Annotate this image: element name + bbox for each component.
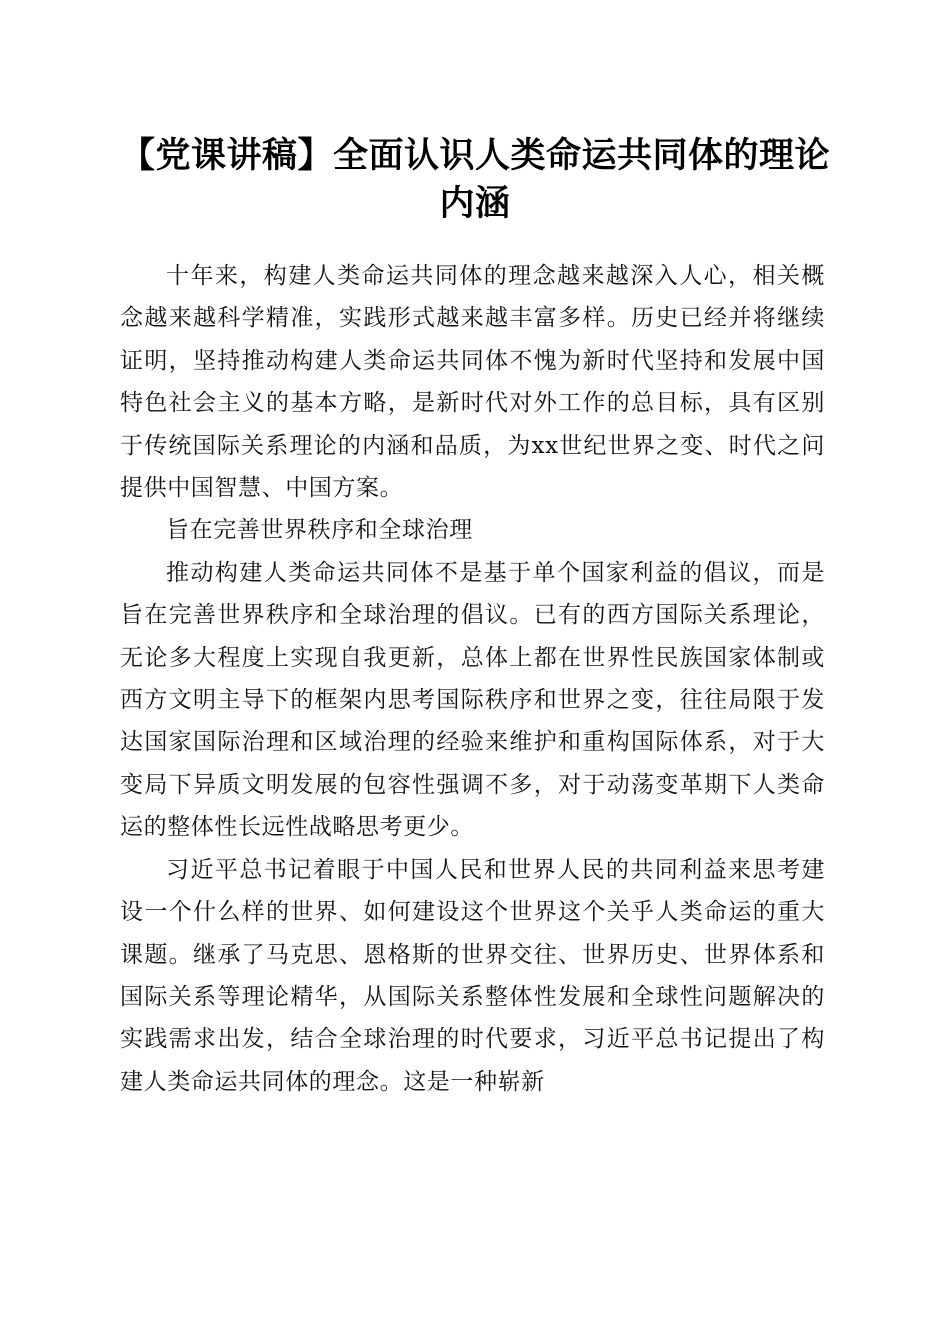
paragraph-xi-thought: 习近平总书记着眼于中国人民和世界人民的共同利益来思考建设一个什么样的世界、如何建设这个世界这个关乎人类命运的重大课题。继承了马克思、恩格斯的世界交往、世界历史、世界体系和国际关系等理论精华，从国际关系整体性发展和全球性问题解决的实践需求出发，结合全球治理的时代要求，习近平总书记提出了构建人类命运共同体的理念。这是一种崭新 [120, 856, 825, 1095]
paragraph-world-order: 推动构建人类命运共同体不是基于单个国家利益的倡议，而是旨在完善世界秩序和全球治理的倡议。已有的西方国际关系理论，无论多大程度上实现自我更新，总体上都在世界性民族国家体制或西方文明主导下的框架内思考国际秩序和世界之变，往往局限于发达国家国际治理和区域治理的经验来维护和重构国际体系，对于大变局下异质文明发展的包容性强调不多，对于动荡变革期下人类命运的整体性长远性战略思考更少。 [120, 559, 825, 841]
document-body [120, 255, 825, 1103]
paragraph-intro: 十年来，构建人类命运共同体的理念越来越深入人心，相关概念越来越科学精准，实践形式越来越丰富多样。历史已经并将继续证明，坚持推动构建人类命运共同体不愧为新时代坚持和发展中国特色社会主义的基本方略，是新时代对外工作的总目标，具有区别于传统国际关系理论的内涵和品质，为xx世纪世界之变、时代之问提供中国智慧、中国方案。 [120, 263, 825, 502]
document-title: 【党课讲稿】全面认识人类命运共同体的理论内涵 [119, 135, 830, 224]
section-heading: 旨在完善世界秩序和全球治理 [166, 517, 473, 544]
